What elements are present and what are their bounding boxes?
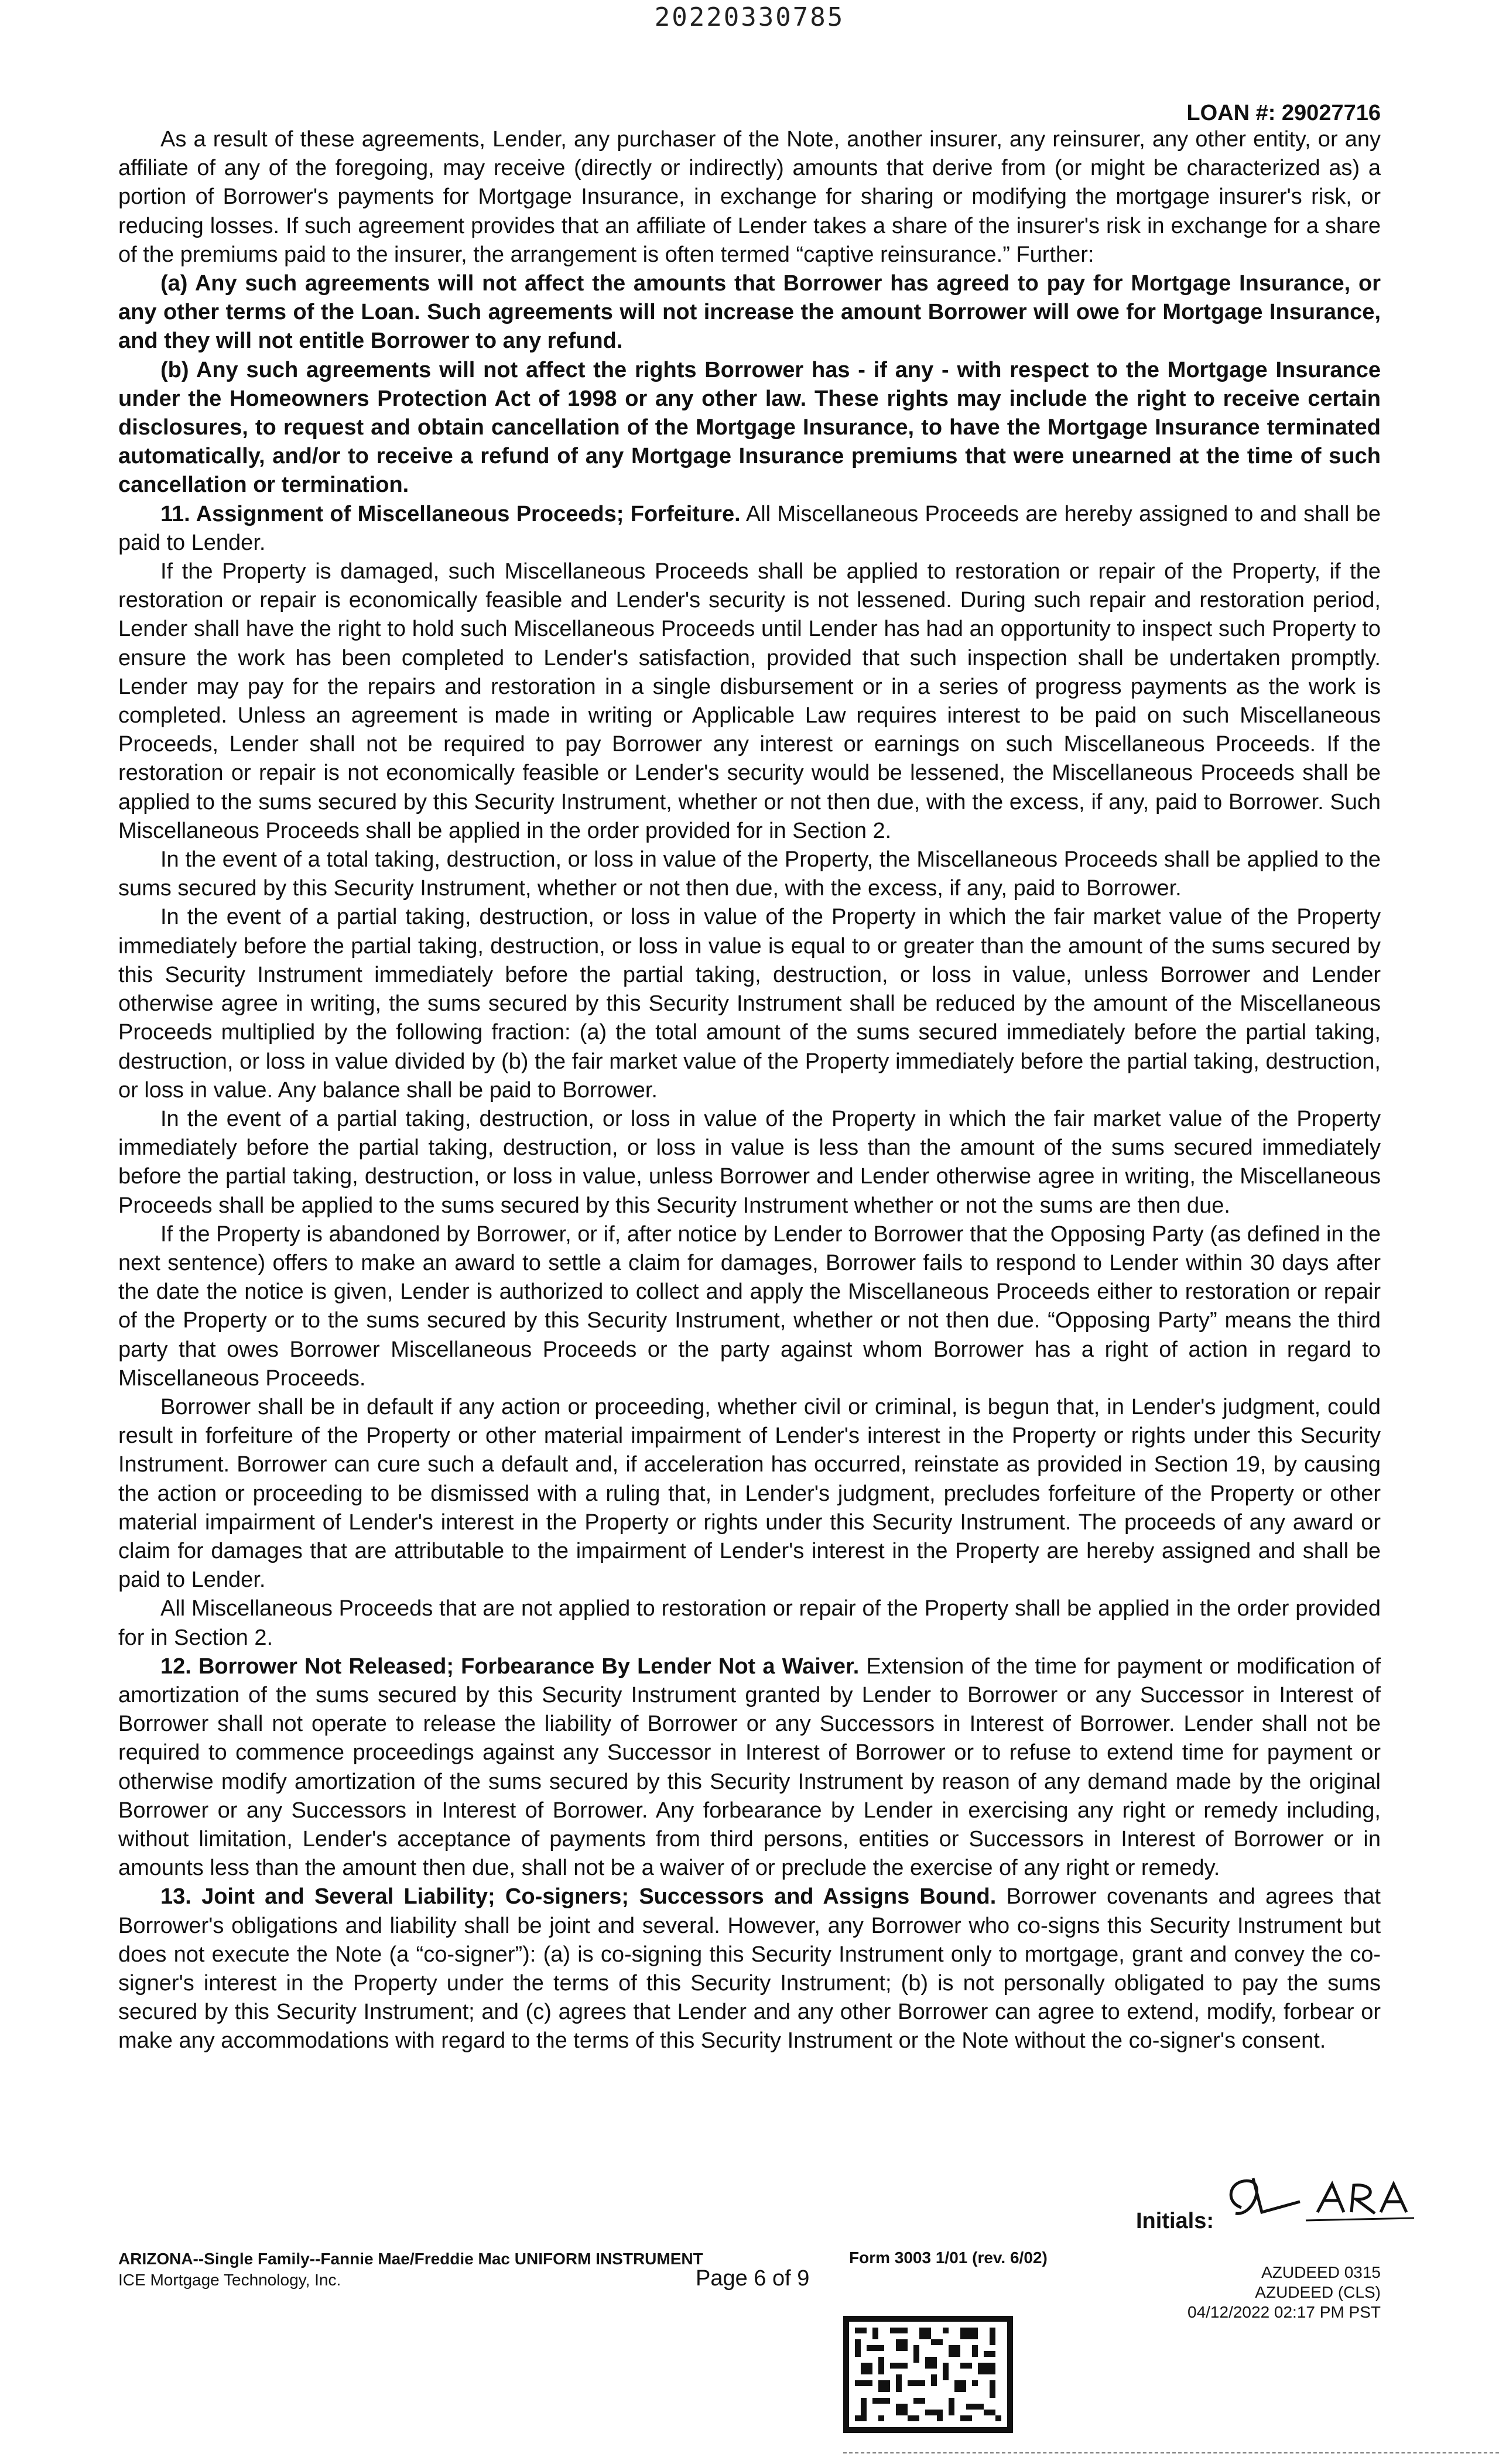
section-11-partial-taking-greater: In the event of a partial taking, destruction, or loss in value of the Property in which the fair market value of the Property immediately before the partial taking, destruction, or loss in value is equal to or greater than the amount of the sums secured by this Security Instrument immediately before the partial taking, destruction, or loss in value, unless Borrower and Lender otherwise agree in writing, the sums secured by this Security Instrument shall be reduced by the amount of the Miscellaneous Proceeds multiplied by the following fraction: (a) the total amount of the sums secured immediately before the partial taking, destruction, or loss in value divided by (b) the fair market value of the Property immediately before the partial taking, destruction, or loss in value. Any balance shall be paid to Borrower. — [118, 905, 1381, 1103]
footer-form-info — [118, 2249, 703, 2291]
paragraph-b: (b) Any such agreements will not affect the rights Borrower has - if any - with respect to the Mortgage Insurance under the Homeowners Protection Act of 1998 or any other law. These rights may include the right to receive certain disclosures, to request and obtain cancellation of the Mortgage Insurance, to have the Mortgage Insurance terminated automatically, and/or to receive a refund of any Mortgage Insurance premiums that were unearned at the time of such cancellation or termination. — [118, 357, 1381, 498]
section-13-text: Borrower covenants and agrees that Borrower's obligations and liability shall be joint and several. However, any Borrower who co-signs this Security Instrument but does not execute the Note (a “co-signer”): (a) is co-signing this Security Instrument only to mortgage, grant and convey the co-signer's interest in the Property under the terms of this Security Instrument; (b) is not personally obligated to pay the sums secured by this Security Instrument; and (c) agrees that Lender and any other Borrower can agree to extend, modify, forbear or make any accommodations with regard to the terms of this Security Instrument or the Note without the co-signer's consent. — [118, 1884, 1381, 2054]
section-12-heading: 12. Borrower Not Released; Forbearance By Lender Not a Waiver. — [160, 1654, 860, 1679]
section-11-total-taking: In the event of a total taking, destruction, or loss in value of the Property, the Miscellaneous Proceeds shall be applied to the sums secured by this Security Instrument, whether or not then due, with the excess, if any, paid to Borrower. — [118, 847, 1381, 901]
print-timestamp: 04/12/2022 02:17 PM PST — [1187, 2303, 1381, 2321]
document-body — [118, 125, 1381, 2056]
recording-number: 20220330785 — [654, 2, 845, 32]
section-11-default: Borrower shall be in default if any action or proceeding, whether civil or criminal, is begun that, in Lender's judgment, could result in forfeiture of the Property or other material impairment of Lender's interest in the Property or rights under this Security Instrument. Borrower can cure such a default and, if acceleration has occurred, reinstate as provided in Section 19, by causing the action or proceeding to be dismissed with a ruling that, in Lender's judgment, precludes forfeiture of the Property or other material impairment of Lender's interest in the Property or rights under this Security Instrument. The proceeds of any award or claim for damages that are attributable to the impairment of Lender's interest in the Property are hereby assigned and shall be paid to Lender. — [118, 1394, 1381, 1593]
section-11-partial-taking-less: In the event of a partial taking, destruction, or loss in value of the Property in which the fair market value of the Property immediately before the partial taking, destruction, or loss in value is less than the amount of the sums secured immediately before the partial taking, destruction, or loss in value, unless Borrower and Lender otherwise agree in writing, the Miscellaneous Proceeds shall be applied to the sums secured by this Security Instrument whether or not the sums are then due. — [118, 1106, 1381, 1218]
section-13-heading: 13. Joint and Several Liability; Co-signers; Successors and Assigns Bound. — [160, 1884, 997, 1909]
section-11-not-applied: All Miscellaneous Proceeds that are not applied to restoration or repair of the Property shall be applied in the order provided for in Section 2. — [118, 1596, 1381, 1650]
paragraph-captive-reinsurance: As a result of these agreements, Lender, any purchaser of the Note, another insurer, any reinsurer, any other entity, or any affiliate of any of the foregoing, may receive (directly or indirectly) amounts that derive from (or might be characterized as) a portion of Borrower's payments for Mortgage Insurance, in exchange for sharing or modifying the mortgage insurer's risk, or reducing losses. If such agreement provides that an affiliate of Lender takes a share of the insurer's risk in exchange for a share of the premiums paid to the insurer, the arrangement is often termed “captive reinsurance.” Further: — [118, 127, 1381, 267]
loan-number: LOAN #: 29027716 — [1186, 101, 1381, 125]
footer-codes — [1187, 2263, 1381, 2322]
form-title: ARIZONA--Single Family--Fannie Mae/Freddie Mac UNIFORM INSTRUMENT — [118, 2250, 703, 2268]
section-12-text: Extension of the time for payment or modification of amortization of the sums secured by this Security Instrument granted by Lender to Borrower or any Successor in Interest of Borrower shall not operate to release the liability of Borrower or any Successors in Interest of Borrower. Lender shall not be required to commence proceedings against any Successor in Interest of Borrower or to refuse to extend time for payment or otherwise modify amortization of the sums secured by this Security Instrument by reason of any demand made by the original Borrower or any Successors in Interest of Borrower. Any forbearance by Lender in exercising any right or remedy including, without limitation, Lender's acceptance of payments from third persons, entities or Successors in Interest of Borrower or in amounts less than the amount then due, shall not be a waiver of or preclude the exercise of any right or remedy. — [118, 1654, 1381, 1881]
section-11-damage: If the Property is damaged, such Miscellaneous Proceeds shall be applied to restoration or repair of the Property, if the restoration or repair is economically feasible and Lender's security is not lessened. During such repair and restoration period, Lender shall have the right to hold such Miscellaneous Proceeds until Lender has had an opportunity to inspect such Property to ensure the work has been completed to Lender's satisfaction, provided that such inspection shall be undertaken promptly. Lender may pay for the repairs and restoration in a single disbursement or in a series of progress payments as the work is completed. Unless an agreement is made in writing or Applicable Law requires interest to be paid on such Miscellaneous Proceeds, Lender shall not be required to pay Borrower any interest or earnings on such Miscellaneous Proceeds. If the restoration or repair is not economically feasible or Lender's security would be lessened, the Miscellaneous Proceeds shall be applied to the sums secured by this Security Instrument, whether or not then due, with the excess, if any, paid to Borrower. Such Miscellaneous Proceeds shall be applied in the order provided for in Section 2. — [118, 559, 1381, 843]
barcode-icon — [843, 2316, 1013, 2433]
code-2: AZUDEED (CLS) — [1255, 2283, 1381, 2301]
section-11-text: All Miscellaneous Proceeds are hereby assigned to and shall be paid to Lender. — [118, 501, 1381, 555]
section-11-abandoned: If the Property is abandoned by Borrower, or if, after notice by Lender to Borrower that the Opposing Party (as defined in the next sentence) offers to make an award to settle a claim for damages, Borrower fails to respond to Lender within 30 days after the date the notice is given, Lender is authorized to collect and apply the Miscellaneous Proceeds either to restoration or repair of the Property or to the sums secured by this Security Instrument, whether or not then due. “Opposing Party” means the third party that owes Borrower Miscellaneous Proceeds or the party against whom Borrower has a right of action in regard to Miscellaneous Proceeds. — [118, 1221, 1381, 1391]
initials-label: Initials: — [1136, 2209, 1214, 2233]
section-11 — [118, 500, 1381, 557]
section-11-heading: 11. Assignment of Miscellaneous Proceeds; Forfeiture. — [160, 501, 741, 526]
section-12 — [118, 1652, 1381, 1883]
page-number: Page 6 of 9 — [696, 2266, 810, 2291]
company-name: ICE Mortgage Technology, Inc. — [118, 2271, 341, 2289]
section-13 — [118, 1883, 1381, 2055]
code-1: AZUDEED 0315 — [1261, 2263, 1381, 2281]
bottom-divider — [843, 2452, 1499, 2453]
paragraph-a: (a) Any such agreements will not affect the amounts that Borrower has agreed to pay for Mortgage Insurance, or any other terms of the Loan. Such agreements will not increase the amount Borrower will owe for Mortgage Insurance, and they will not entitle Borrower to any refund. — [118, 271, 1381, 354]
form-number: Form 3003 1/01 (rev. 6/02) — [849, 2249, 1048, 2267]
initials-signature-icon — [1218, 2167, 1417, 2237]
